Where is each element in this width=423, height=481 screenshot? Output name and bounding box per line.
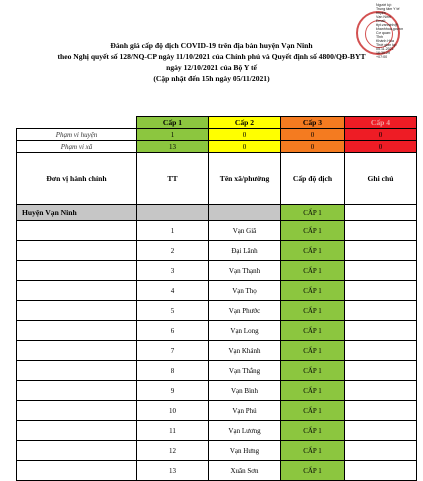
unit-cell xyxy=(17,221,137,241)
summary-value: 1 xyxy=(137,129,209,141)
summary-value: 0 xyxy=(209,141,281,153)
table-row xyxy=(17,401,417,421)
signature-line: huyện xyxy=(376,11,386,15)
row-number: 12 xyxy=(137,441,209,461)
signature-line: Cơ quan: xyxy=(376,31,391,35)
unit-cell xyxy=(17,381,137,401)
table-row xyxy=(17,241,417,261)
epidemic-level-table xyxy=(16,116,417,481)
commune-name: Vạn Long xyxy=(209,321,281,341)
column-header: Tên xã/phường xyxy=(209,153,281,205)
signature-line: khanhhoa.gov.vn xyxy=(376,27,404,31)
column-header: TT xyxy=(137,153,209,205)
note-cell xyxy=(345,281,417,301)
summary-value: 0 xyxy=(281,141,345,153)
commune-name: Vạn Thắng xyxy=(209,361,281,381)
summary-value: 0 xyxy=(345,141,417,153)
commune-name: Vạn Phú xyxy=(209,401,281,421)
unit-cell xyxy=(17,241,137,261)
commune-level: CẤP 1 xyxy=(281,241,345,261)
unit-cell xyxy=(17,301,137,321)
document-subtitle-line2: ngày 12/10/2021 của Bộ Y tế xyxy=(166,63,257,72)
table-row xyxy=(17,381,417,401)
row-number: 7 xyxy=(137,341,209,361)
column-header: Đơn vị hành chính xyxy=(17,153,137,205)
table-row xyxy=(17,221,417,241)
summary-label: Phạm vi xã xyxy=(17,141,137,153)
document-title: Đánh giá cấp độ dịch COVID-19 trên địa bàn huyện Vạn Ninh xyxy=(110,41,313,50)
table-row xyxy=(17,281,417,301)
commune-level: CẤP 1 xyxy=(281,401,345,421)
level-3-header: Cấp 3 xyxy=(281,117,345,129)
row-number: 1 xyxy=(137,221,209,241)
note-cell xyxy=(345,461,417,481)
note-cell xyxy=(345,381,417,401)
signature-line: Vạn Ninh xyxy=(376,15,391,19)
summary-value: 13 xyxy=(137,141,209,153)
commune-name: Vạn Giã xyxy=(209,221,281,241)
commune-name: Vạn Thạnh xyxy=(209,261,281,281)
district-name: Huyện Vạn Ninh xyxy=(17,205,137,221)
row-number: 5 xyxy=(137,301,209,321)
district-level: CẤP 1 xyxy=(281,205,345,221)
table-row xyxy=(17,421,417,441)
commune-level: CẤP 1 xyxy=(281,381,345,401)
commune-level: CẤP 1 xyxy=(281,321,345,341)
commune-name: Vạn Hưng xyxy=(209,441,281,461)
commune-level: CẤP 1 xyxy=(281,221,345,241)
level-1-header: Cấp 1 xyxy=(137,117,209,129)
commune-level: CẤP 1 xyxy=(281,361,345,381)
row-number: 9 xyxy=(137,381,209,401)
note-cell xyxy=(345,241,417,261)
unit-cell xyxy=(17,441,137,461)
unit-cell xyxy=(17,461,137,481)
commune-level: CẤP 1 xyxy=(281,301,345,321)
commune-level: CẤP 1 xyxy=(281,281,345,301)
commune-level: CẤP 1 xyxy=(281,461,345,481)
commune-name: Vạn Lương xyxy=(209,421,281,441)
table-row xyxy=(17,321,417,341)
table-row xyxy=(17,261,417,281)
commune-name: Vạn Phước xyxy=(209,301,281,321)
signature-line: Trung tâm Y tế xyxy=(376,7,400,11)
summary-row-commune xyxy=(17,141,417,153)
note-cell xyxy=(345,361,417,381)
signature-line: Khánh Hòa xyxy=(376,39,394,43)
summary-label: Phạm vi huyện xyxy=(17,129,137,141)
row-number: 3 xyxy=(137,261,209,281)
row-number: 2 xyxy=(137,241,209,261)
table-row xyxy=(17,301,417,321)
row-number: 11 xyxy=(137,421,209,441)
note-cell xyxy=(345,221,417,241)
signature-line: 16:30:29 xyxy=(376,51,390,55)
table-row xyxy=(17,341,417,361)
signature-line: 05.11.2021 xyxy=(376,47,394,51)
row-number: 13 xyxy=(137,461,209,481)
signature-line: Tỉnh xyxy=(376,35,383,39)
note-cell xyxy=(345,401,417,421)
note-cell xyxy=(345,441,417,461)
unit-cell xyxy=(17,261,137,281)
unit-cell xyxy=(17,321,137,341)
note-cell xyxy=(345,421,417,441)
commune-level: CẤP 1 xyxy=(281,341,345,361)
table-row xyxy=(17,361,417,381)
row-number: 6 xyxy=(137,321,209,341)
table-row xyxy=(17,461,417,481)
commune-level: CẤP 1 xyxy=(281,441,345,461)
level-4-header: Cấp 4 xyxy=(345,117,417,129)
commune-level: CẤP 1 xyxy=(281,421,345,441)
commune-name: Xuân Sơn xyxy=(209,461,281,481)
commune-name: Vạn Thọ xyxy=(209,281,281,301)
summary-value: 0 xyxy=(209,129,281,141)
document-subtitle-line1: theo Nghị quyết số 128/NQ-CP ngày 11/10/2021 của Chính phủ và Quyết định số 4800/QĐ-BYT xyxy=(57,52,366,61)
signature-line: +07:00 xyxy=(376,55,388,59)
table-row xyxy=(17,441,417,461)
unit-cell xyxy=(17,401,137,421)
unit-cell xyxy=(17,281,137,301)
unit-cell xyxy=(17,361,137,381)
row-number: 4 xyxy=(137,281,209,301)
note-cell xyxy=(345,301,417,321)
column-header: Cấp độ dịch xyxy=(281,153,345,205)
signature-line: Email: xyxy=(376,19,386,23)
signature-line: Thời gian ký: xyxy=(376,43,397,47)
commune-name: Vạn Khánh xyxy=(209,341,281,361)
summary-row-district xyxy=(17,129,417,141)
note-cell xyxy=(345,321,417,341)
unit-cell xyxy=(17,341,137,361)
summary-value: 0 xyxy=(345,129,417,141)
row-number: 8 xyxy=(137,361,209,381)
note-cell xyxy=(345,341,417,361)
commune-level: CẤP 1 xyxy=(281,261,345,281)
signature-line: Người ký: xyxy=(376,3,392,7)
update-time: (Cập nhật đến 15h ngày 05/11/2021) xyxy=(153,74,270,83)
note-cell xyxy=(345,261,417,281)
district-row xyxy=(17,205,417,221)
summary-value: 0 xyxy=(281,129,345,141)
row-number: 10 xyxy=(137,401,209,421)
commune-name: Đại Lãnh xyxy=(209,241,281,261)
level-2-header: Cấp 2 xyxy=(209,117,281,129)
column-header-row xyxy=(17,153,417,205)
signature-line: ttyt.vanninh@ xyxy=(376,23,399,27)
level-legend-row xyxy=(17,117,417,129)
commune-name: Vạn Bình xyxy=(209,381,281,401)
unit-cell xyxy=(17,421,137,441)
commune-rows xyxy=(17,221,417,481)
column-header: Ghi chú xyxy=(345,153,417,205)
